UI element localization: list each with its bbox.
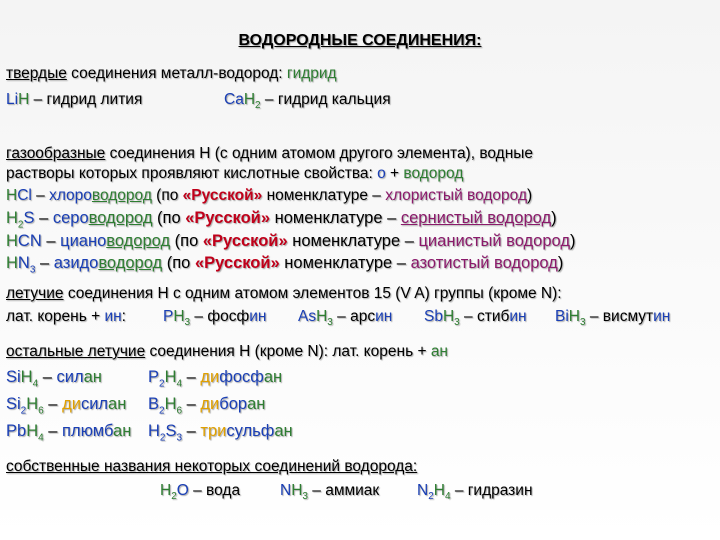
own-names-row — [160, 481, 533, 503]
own-names-heading: собственные названия некоторых соединений водорода: — [6, 458, 418, 475]
hydride-lih: LiH – гидрид лития — [6, 91, 143, 108]
acid-row-hcn: HCN – циановодород (по «Русской» номенклатуре – цианистый водород) — [6, 232, 576, 250]
compound-b2h6: $B_2H_6$ – диборан — [148, 395, 266, 417]
hydride-cah2: CaH$_2$ – гидрид кальция — [224, 91, 391, 112]
hydride-bih3: BiH$_3$ – висмутин — [555, 308, 671, 329]
ane-row-1 — [6, 367, 283, 390]
gaseous-heading: газообразные соединения H (с одним атомом другого элемента), водные — [6, 145, 534, 162]
compound-water: $H_2O$ – вода — [160, 482, 241, 503]
hydride-ash3: AsH$_3$ – арсин — [298, 308, 393, 329]
acid-row-hcl: HCl – хлороводород (по «Русской» номенклатуре – хлористый водород) — [6, 187, 533, 204]
ane-row-3 — [6, 421, 293, 444]
compound-pbh4: PbH$_4$ – плюмбан — [6, 422, 132, 444]
gaseous-rule: растворы которых проявляют кислотные свойства: о + водород — [6, 165, 464, 182]
compound-h2s3: $H_2S_3$ – трисульфан — [148, 422, 293, 444]
volatile-rule-row: лат. корень + ин: $PH_3$ – фосфин AsH$_3$ – арсин SbH$_3$ – стибин BiH$_3$ – висмутин — [6, 308, 671, 329]
acid-row-hn3: $HN_3$ – азидоводород (по «Русской» номенклатуре – азотистый водород) — [6, 254, 564, 276]
volatile-heading: летучие соединения H с одним атомом элементов 15 (V A) группы (кроме N): — [6, 285, 562, 302]
acid-row-h2s: $H_2S$ – сероводород (по «Русской» номенклатуре – сернистый водород) — [6, 209, 557, 231]
compound-si2h6: $Si_2H_6$ – дисилан — [6, 395, 127, 417]
hydride-examples — [6, 90, 391, 112]
compound-sih4: SiH$_4$ – силан — [6, 368, 102, 390]
compound-ammonia: $NH_3$ – аммиак — [280, 482, 380, 503]
solid-hydrides-heading: твердые соединения металл-водород: гидрид — [6, 65, 337, 82]
ane-row-2 — [6, 394, 266, 417]
hydride-ph3: $PH_3$ – фосфин — [163, 308, 267, 329]
hydride-sbh3: SbH$_3$ – стибин — [424, 308, 527, 329]
page-title: ВОДОРОДНЫЕ СОЕДИНЕНИЯ: — [238, 32, 482, 49]
compound-hydrazine: $N_2H_4$ – гидразин — [417, 482, 533, 503]
compound-p2h4: $P_2H_4$ – дифосфан — [148, 368, 283, 390]
others-heading: остальные летучие соединения H (кроме N): лат. корень + ан — [6, 343, 448, 360]
